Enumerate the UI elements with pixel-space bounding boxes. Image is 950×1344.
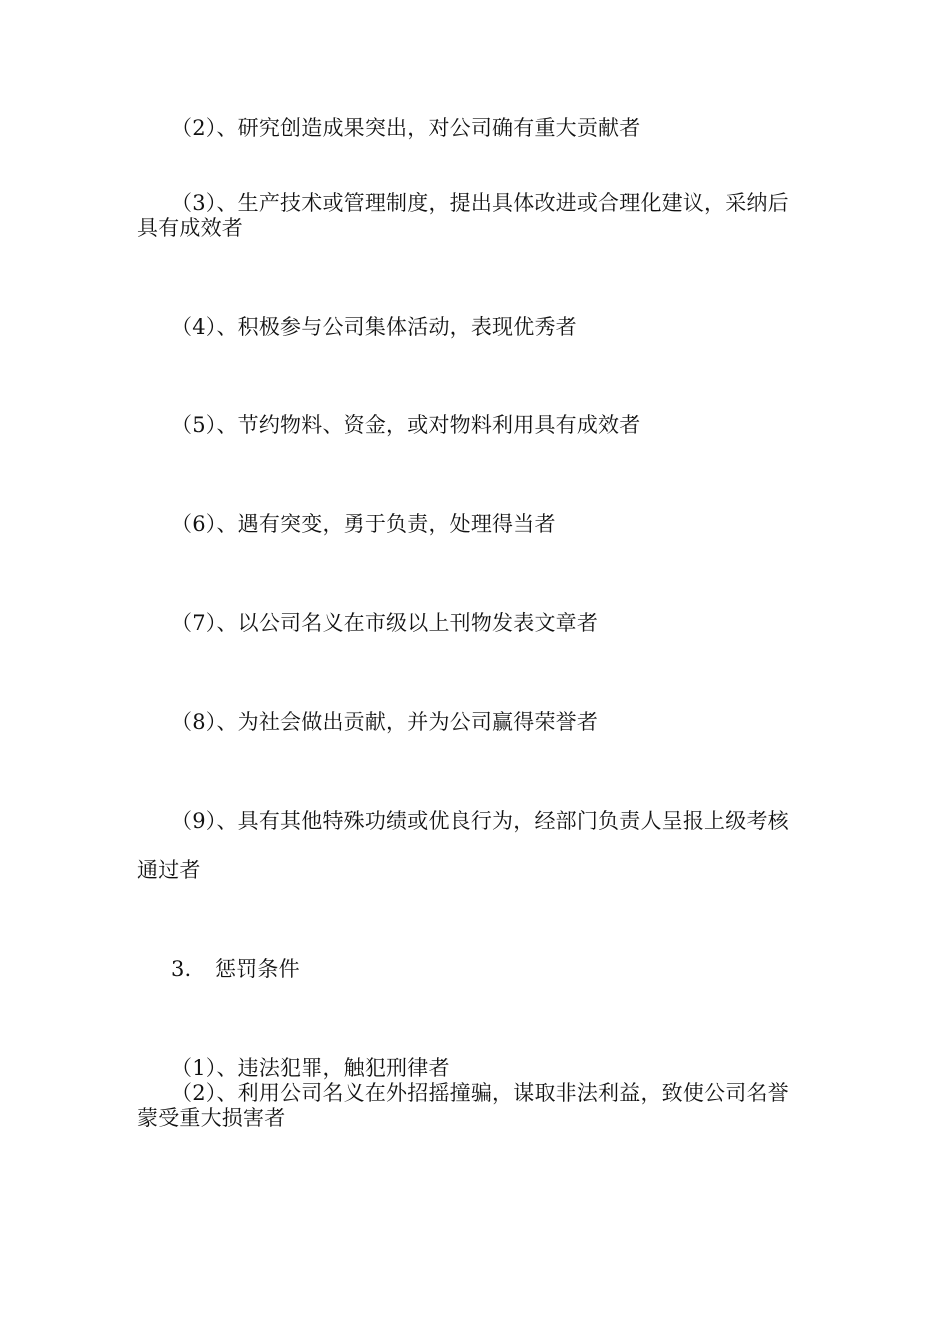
reward-item-3: （3）、生产技术或管理制度，提出具体改进或合理化建议，采纳后 [171,191,789,215]
section-title: 惩罚条件 [215,957,300,981]
reward-item-5: （5）、节约物料、资金，或对物料利用具有成效者 [171,413,641,437]
reward-item-7: （7）、以公司名义在市级以上刊物发表文章者 [171,611,599,635]
section-number: 3. [171,957,192,981]
penalty-item-2-continued: 蒙受重大损害者 [137,1106,286,1130]
section-heading [137,958,861,980]
reward-item-4: （4）、积极参与公司集体活动，表现优秀者 [171,315,577,339]
reward-item-8: （8）、为社会做出贡献，并为公司赢得荣誉者 [171,710,599,734]
penalty-item-1: （1）、违法犯罪，触犯刑律者 [171,1056,450,1080]
reward-item-6: （6）、遇有突变，勇于负责，处理得当者 [171,512,556,536]
reward-item-3-continued: 具有成效者 [137,216,243,240]
penalty-item-2: （2）、利用公司名义在外招摇撞骗，谋取非法利益，致使公司名誉 [171,1081,789,1105]
reward-item-2: （2）、研究创造成果突出，对公司确有重大贡献者 [171,116,641,140]
reward-item-9: （9）、具有其他特殊功绩或优良行为，经部门负责人呈报上级考核 [171,809,789,833]
reward-item-9-continued: 通过者 [137,858,201,882]
